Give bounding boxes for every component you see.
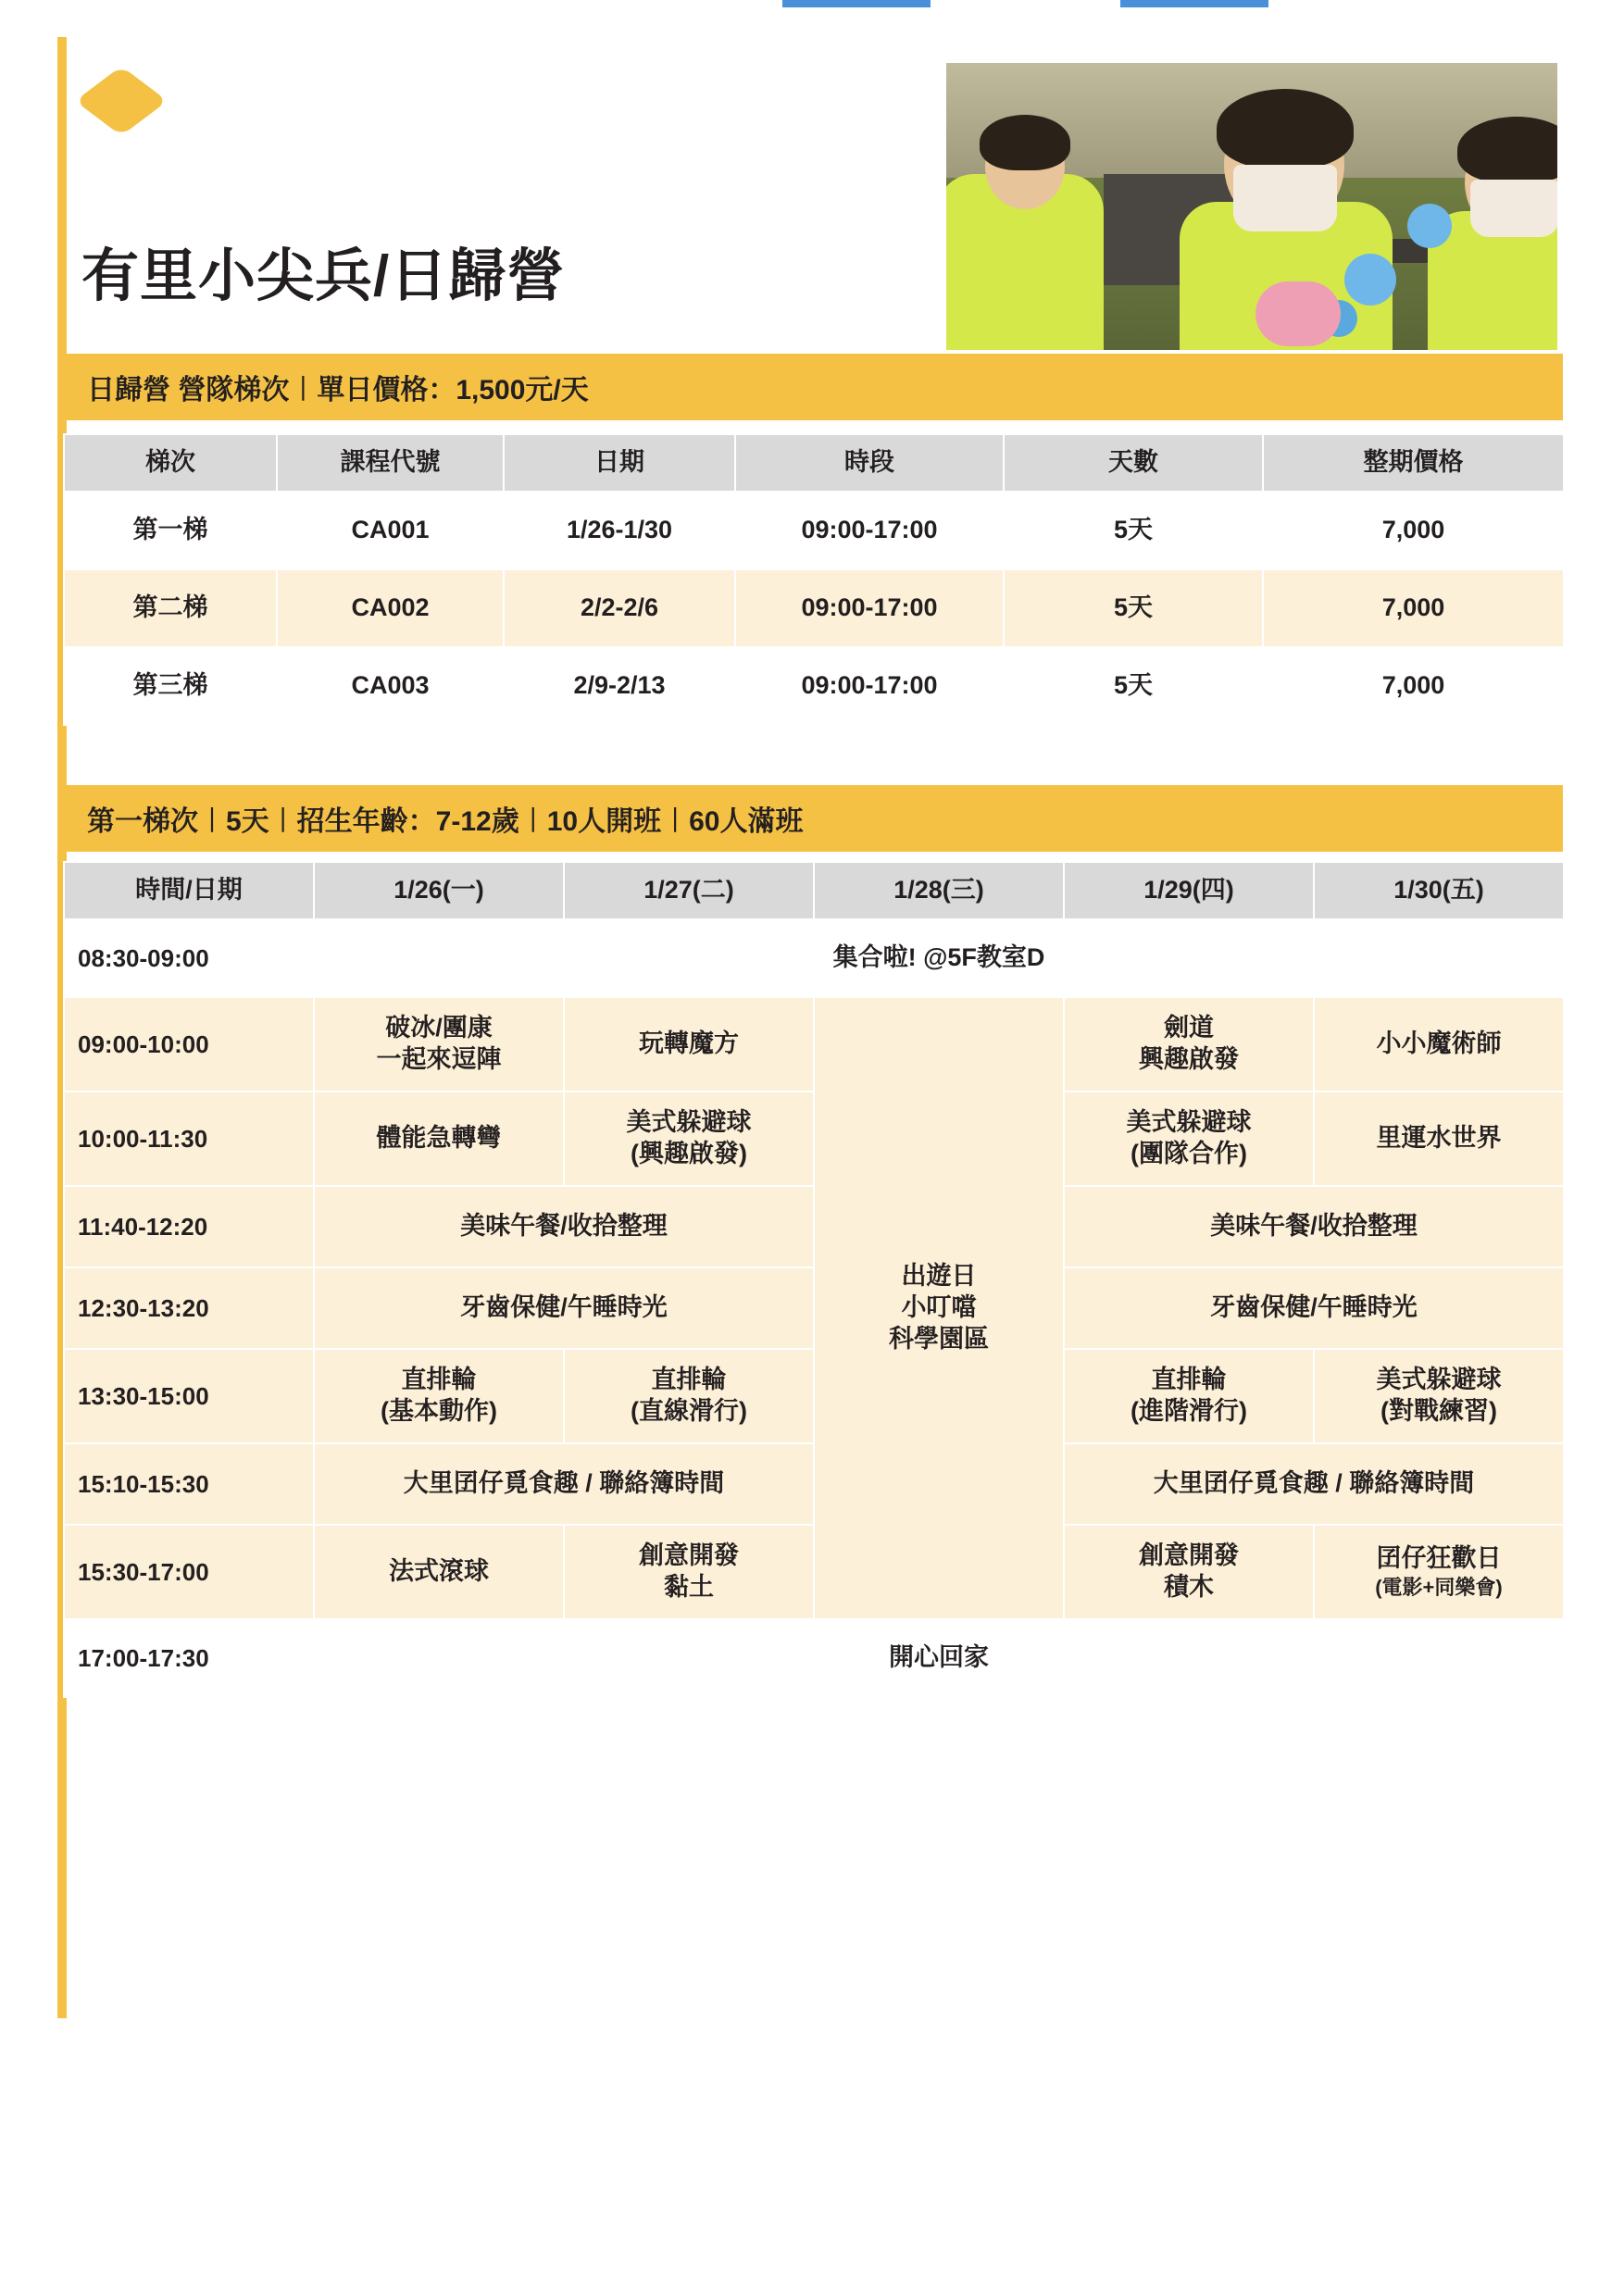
price-cell: CA002	[277, 569, 504, 647]
activity-line: 囝仔狂歡日	[1376, 1544, 1502, 1573]
schedule-activity-cell: 大里囝仔覓食趣 / 聯絡簿時間	[314, 1443, 814, 1525]
price-cell: 09:00-17:00	[735, 569, 1004, 647]
price-cell: 第三梯	[64, 647, 277, 725]
activity-line: 直排輪	[401, 1366, 477, 1394]
price-cell: 2/2-2/6	[504, 569, 735, 647]
price-cell: 7,000	[1263, 569, 1564, 647]
trip-line: 小叮噹	[901, 1293, 977, 1322]
schedule-activity-cell: 法式滾球	[314, 1525, 564, 1619]
top-strip-left	[782, 0, 931, 7]
activity-line: 美式躲避球	[1376, 1366, 1502, 1394]
activity-line: (直線滑行)	[631, 1397, 747, 1425]
schedule-time-cell: 17:00-17:30	[64, 1619, 314, 1697]
schedule-header-cell: 1/28(三)	[814, 862, 1064, 919]
price-table	[63, 433, 1565, 726]
activity-line: 創意開發	[1139, 1541, 1239, 1570]
schedule-header-row	[64, 862, 1564, 919]
schedule-time-cell: 09:00-10:00	[64, 997, 314, 1092]
price-cell: CA001	[277, 492, 504, 569]
price-cell: 7,000	[1263, 492, 1564, 569]
activity-line: (電影+同樂會)	[1375, 1576, 1503, 1600]
table-row	[64, 492, 1564, 569]
activity-line: 美式躲避球	[626, 1108, 752, 1137]
diamond-icon	[75, 66, 168, 135]
schedule-activity-cell	[1314, 1525, 1564, 1619]
price-header-cell: 梯次	[64, 434, 277, 492]
activity-line: (進階滑行)	[1131, 1397, 1247, 1425]
schedule-header-cell: 1/30(五)	[1314, 862, 1564, 919]
trip-line: 出遊日	[901, 1262, 977, 1291]
schedule-activity-cell: 牙齒保健/午睡時光	[314, 1267, 814, 1349]
schedule-activity-cell: 美味午餐/收拾整理	[1064, 1186, 1564, 1267]
activity-line: 劍道	[1164, 1014, 1214, 1042]
schedule-activity-cell	[1064, 1525, 1314, 1619]
price-section-heading: 日歸營 營隊梯次︱單日價格：1,500元/天	[87, 375, 589, 406]
activity-line: (基本動作)	[381, 1397, 497, 1425]
activity-line: 興趣啟發	[1139, 1045, 1239, 1073]
schedule-trip-cell	[814, 997, 1064, 1619]
table-row	[64, 1619, 1564, 1697]
schedule-activity-cell: 體能急轉彎	[314, 1092, 564, 1186]
schedule-section-heading-bar	[63, 785, 1563, 852]
schedule-header-cell: 1/27(二)	[564, 862, 814, 919]
activity-line: (團隊合作)	[1131, 1140, 1247, 1167]
schedule-activity-cell: 大里囝仔覓食趣 / 聯絡簿時間	[1064, 1443, 1564, 1525]
schedule-header-cell: 時間/日期	[64, 862, 314, 919]
schedule-activity-cell: 里運水世界	[1314, 1092, 1564, 1186]
price-cell: 2/9-2/13	[504, 647, 735, 725]
price-cell: 5天	[1004, 569, 1263, 647]
price-cell: 09:00-17:00	[735, 647, 1004, 725]
activity-line: (對戰練習)	[1380, 1397, 1497, 1425]
activity-line: 創意開發	[639, 1541, 739, 1570]
price-header-cell: 整期價格	[1263, 434, 1564, 492]
schedule-activity-cell: 小小魔術師	[1314, 997, 1564, 1092]
price-cell: 5天	[1004, 647, 1263, 725]
price-section-heading-bar	[63, 354, 1563, 420]
schedule-table	[63, 861, 1565, 1698]
price-header-cell: 日期	[504, 434, 735, 492]
schedule-time-cell: 13:30-15:00	[64, 1349, 314, 1443]
table-row	[64, 997, 1564, 1092]
schedule-time-cell: 08:30-09:00	[64, 919, 314, 997]
table-row	[64, 647, 1564, 725]
price-header-cell: 天數	[1004, 434, 1263, 492]
page-title: 有里小尖兵/日歸營	[81, 244, 566, 308]
schedule-activity-cell	[314, 997, 564, 1092]
activity-line: 一起來逗陣	[376, 1045, 502, 1073]
price-cell: CA003	[277, 647, 504, 725]
schedule-time-cell: 10:00-11:30	[64, 1092, 314, 1186]
schedule-activity-cell	[564, 1349, 814, 1443]
schedule-activity-cell	[564, 1092, 814, 1186]
schedule-time-cell: 11:40-12:20	[64, 1186, 314, 1267]
schedule-time-cell: 15:10-15:30	[64, 1443, 314, 1525]
price-cell: 7,000	[1263, 647, 1564, 725]
schedule-header-cell: 1/26(一)	[314, 862, 564, 919]
activity-line: 黏土	[664, 1573, 714, 1601]
activity-line: 直排輪	[1151, 1366, 1227, 1394]
schedule-activity-cell	[1064, 997, 1314, 1092]
top-strip-right	[1120, 0, 1268, 7]
header-photo	[946, 63, 1557, 350]
schedule-activity-cell	[1064, 1092, 1314, 1186]
schedule-activity-cell	[314, 1349, 564, 1443]
schedule-activity-cell: 美味午餐/收拾整理	[314, 1186, 814, 1267]
price-cell: 第二梯	[64, 569, 277, 647]
schedule-time-cell: 12:30-13:20	[64, 1267, 314, 1349]
schedule-section-heading: 第一梯次︱5天︱招生年齡：7-12歲︱10人開班︱60人滿班	[87, 806, 804, 837]
activity-line: 直排輪	[651, 1366, 727, 1394]
price-cell: 1/26-1/30	[504, 492, 735, 569]
activity-line: 破冰/團康	[385, 1014, 493, 1042]
price-cell: 5天	[1004, 492, 1263, 569]
activity-line: 積木	[1164, 1573, 1214, 1601]
schedule-header-cell: 1/29(四)	[1064, 862, 1314, 919]
price-cell: 09:00-17:00	[735, 492, 1004, 569]
table-row	[64, 919, 1564, 997]
schedule-activity-cell: 牙齒保健/午睡時光	[1064, 1267, 1564, 1349]
schedule-time-cell: 15:30-17:00	[64, 1525, 314, 1619]
price-table-header-row	[64, 434, 1564, 492]
schedule-activity-cell	[1064, 1349, 1314, 1443]
price-cell: 第一梯	[64, 492, 277, 569]
schedule-activity-cell	[1314, 1349, 1564, 1443]
schedule-dismiss-cell: 開心回家	[314, 1619, 1564, 1697]
schedule-activity-cell: 玩轉魔方	[564, 997, 814, 1092]
price-header-cell: 時段	[735, 434, 1004, 492]
trip-line: 科學園區	[889, 1324, 989, 1353]
table-row	[64, 569, 1564, 647]
price-header-cell: 課程代號	[277, 434, 504, 492]
schedule-gather-cell: 集合啦! @5F教室D	[314, 919, 1564, 997]
schedule-activity-cell	[564, 1525, 814, 1619]
activity-line: (興趣啟發)	[631, 1140, 747, 1167]
activity-line: 美式躲避球	[1126, 1108, 1252, 1137]
